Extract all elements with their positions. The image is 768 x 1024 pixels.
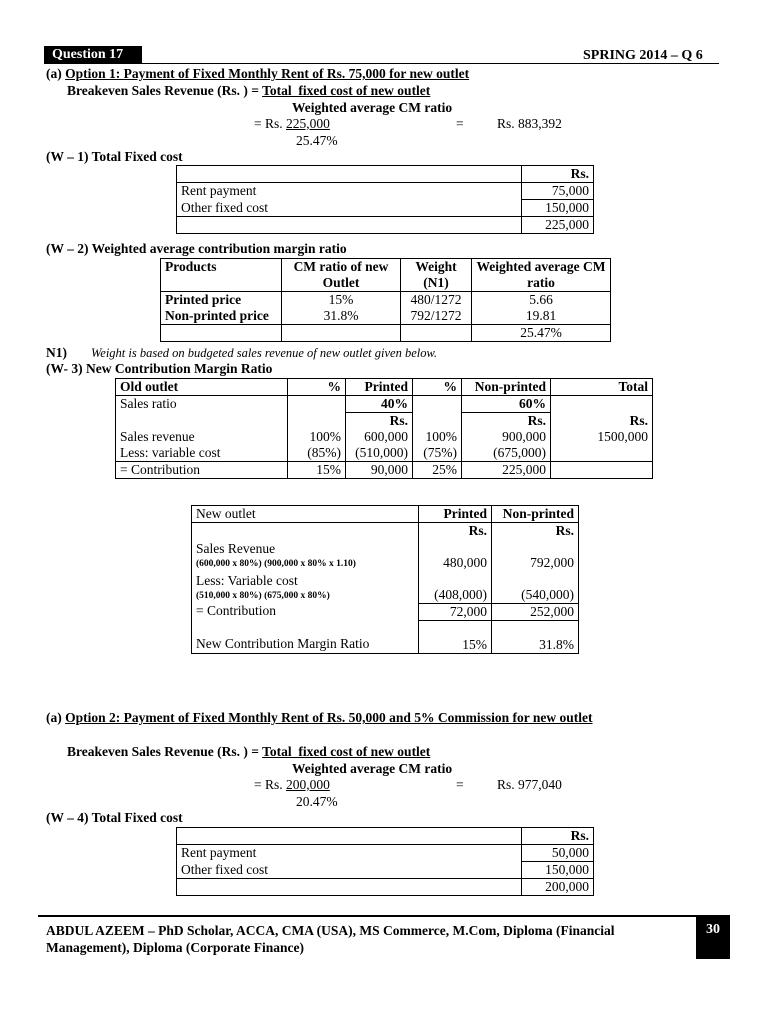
header-rule <box>44 63 719 64</box>
w3-new-printed: (408,000) <box>419 571 492 603</box>
w3-new-header: New outlet <box>192 506 419 523</box>
w3-new-printed: 72,000 <box>419 603 492 620</box>
w3-nonprinted-pct: 100% <box>425 428 457 444</box>
w4-total: 200,000 <box>522 879 594 896</box>
w3-title: (W- 3) New Contribution Margin Ratio <box>46 361 273 376</box>
option1-formula: Breakeven Sales Revenue (Rs. ) = Total fixed cost of new outlet <box>67 83 431 98</box>
w3-new-currency: Rs. <box>419 523 492 540</box>
w4-row-label: Other fixed cost <box>177 862 522 879</box>
w3-total: 1500,000 <box>597 428 648 444</box>
w3-printed-pct: 15% <box>288 462 346 479</box>
w3-printed-val: (510,000) <box>346 445 413 462</box>
w1-row-label: Rent payment <box>177 183 522 200</box>
w2-title: (W – 2) Weighted average contribution margin ratio <box>46 241 347 256</box>
w4-row-value: 50,000 <box>522 845 594 862</box>
w3-nonprinted-pct: 25% <box>413 462 462 479</box>
w3-new-printed: 15% <box>419 620 492 653</box>
w3-old-header: % <box>288 379 346 396</box>
w4-title: (W – 4) Total Fixed cost <box>46 810 183 825</box>
w3-new-nonprinted: (540,000) <box>492 571 579 603</box>
w3-new-contribution-label: = Contribution <box>192 603 419 620</box>
w3-new-ratio-label: New Contribution Margin Ratio <box>192 620 419 653</box>
w3-nonprinted-val: 225,000 <box>462 462 551 479</box>
w3-printed-pct: 100% <box>309 428 341 444</box>
note-label: N1) <box>46 345 67 360</box>
w3-old-table <box>115 378 653 479</box>
question-label: Question 17 <box>44 46 142 63</box>
option2-equals: = <box>456 777 464 792</box>
w3-old-header: % <box>413 379 462 396</box>
w2-header: Weight (N1) <box>401 259 472 292</box>
w2-wavg: 19.81 <box>472 308 611 325</box>
option1-result: Rs. 883,392 <box>497 116 562 131</box>
w3-new-sales-note: (600,000 x 80%) (900,000 x 80% x 1.10) <box>196 559 356 569</box>
w4-table <box>176 827 594 896</box>
w3-new-table <box>191 505 579 654</box>
w3-new-variable-note: (510,000 x 80%) (675,000 x 80%) <box>196 591 330 601</box>
w3-currency: Rs. <box>527 413 546 428</box>
note-text: Weight is based on budgeted sales revenue of new outlet given below. <box>91 346 437 360</box>
w3-sales-revenue-label: Sales revenue <box>120 428 195 444</box>
w3-contribution-label: = Contribution <box>116 462 288 479</box>
w2-header: Weighted average CM ratio <box>472 259 611 292</box>
w3-sales-ratio-label: Sales ratio <box>116 396 288 413</box>
w3-new-nonprinted: 252,000 <box>492 603 579 620</box>
w1-currency: Rs. <box>522 166 594 183</box>
w1-row-value: 150,000 <box>522 200 594 217</box>
w3-nonprinted-val: (675,000) <box>462 445 551 462</box>
w2-header: Products <box>161 259 282 292</box>
w2-cm: 31.8% <box>282 308 401 325</box>
w3-old-header: Old outlet <box>116 379 288 396</box>
w3-old-header: Printed <box>346 379 413 396</box>
w3-old-header: Total <box>551 379 653 396</box>
w4-row-value: 150,000 <box>522 862 594 879</box>
w2-cm: 15% <box>282 292 401 309</box>
w3-new-variable-label: Less: Variable cost <box>196 573 298 588</box>
w3-sales-ratio-printed: 40% <box>346 396 413 413</box>
w3-currency: Rs. <box>629 412 648 428</box>
option2-calc-denominator: 20.47% <box>296 794 338 809</box>
w3-new-sales-label: Sales Revenue <box>196 541 276 556</box>
w3-new-printed: 480,000 <box>419 539 492 571</box>
session-label: SPRING 2014 – Q 6 <box>583 48 703 63</box>
w1-row-label: Other fixed cost <box>177 200 522 217</box>
w4-row-label: Rent payment <box>177 845 522 862</box>
w2-header: CM ratio of new Outlet <box>282 259 401 292</box>
w3-new-header: Printed <box>419 506 492 523</box>
option1-equals: = <box>456 116 464 131</box>
w3-new-header: Non-printed <box>492 506 579 523</box>
option1-calc-numerator: = Rs. 225,000 <box>254 116 330 131</box>
w4-currency: Rs. <box>522 828 594 845</box>
w3-printed-val: 90,000 <box>346 462 413 479</box>
w3-new-nonprinted: 792,000 <box>492 539 579 571</box>
option1-calc-denominator: 25.47% <box>296 133 338 148</box>
option2-result: Rs. 977,040 <box>497 777 562 792</box>
w2-total: 25.47% <box>472 325 611 342</box>
w2-product: Non-printed price <box>161 308 282 325</box>
option1-denominator: Weighted average CM ratio <box>292 100 453 115</box>
w2-table <box>160 258 611 342</box>
w3-variable-cost-label: Less: variable cost <box>116 445 288 462</box>
w3-sales-ratio-nonprinted: 60% <box>462 396 551 413</box>
option1-title-text: Option 1: Payment of Fixed Monthly Rent of Rs. 75,000 for new outlet <box>65 66 470 81</box>
option2-title: (a) Option 2: Payment of Fixed Monthly Rent of Rs. 50,000 and 5% Commission for new outlet <box>46 710 593 725</box>
w3-new-currency: Rs. <box>492 523 579 540</box>
page-number: 30 <box>696 917 730 959</box>
footer-rule <box>38 915 730 917</box>
w3-printed-val: 600,000 <box>364 429 408 444</box>
w3-nonprinted-val: 900,000 <box>502 429 546 444</box>
w1-title: (W – 1) Total Fixed cost <box>46 149 183 164</box>
option2-calc-numerator: = Rs. 200,000 <box>254 777 330 792</box>
w1-row-value: 75,000 <box>522 183 594 200</box>
w2-product: Printed price <box>161 292 282 309</box>
w3-nonprinted-pct: (75%) <box>413 445 462 462</box>
option1-title: (a) Option 1: Payment of Fixed Monthly Rent of Rs. 75,000 for new outlet <box>46 66 470 81</box>
w3-printed-pct: (85%) <box>288 445 346 462</box>
option2-title-text: Option 2: Payment of Fixed Monthly Rent of Rs. 50,000 and 5% Commission for new outlet <box>65 710 593 725</box>
option2-formula: Breakeven Sales Revenue (Rs. ) = Total fixed cost of new outlet <box>67 744 431 759</box>
w1-table <box>176 165 594 234</box>
w2-weight: 792/1272 <box>401 308 472 325</box>
w3-old-header: Non-printed <box>462 379 551 396</box>
option2-denominator: Weighted average CM ratio <box>292 761 453 776</box>
w2-wavg: 5.66 <box>472 292 611 309</box>
w3-new-nonprinted: 31.8% <box>492 620 579 653</box>
w1-total: 225,000 <box>522 217 594 234</box>
w3-currency: Rs. <box>389 413 408 428</box>
w2-weight: 480/1272 <box>401 292 472 309</box>
footer-author: ABDUL AZEEM – PhD Scholar, ACCA, CMA (USA), MS Commerce, M.Com, Diploma (Financial Management), Diploma (Corporate Finance) <box>46 923 615 955</box>
